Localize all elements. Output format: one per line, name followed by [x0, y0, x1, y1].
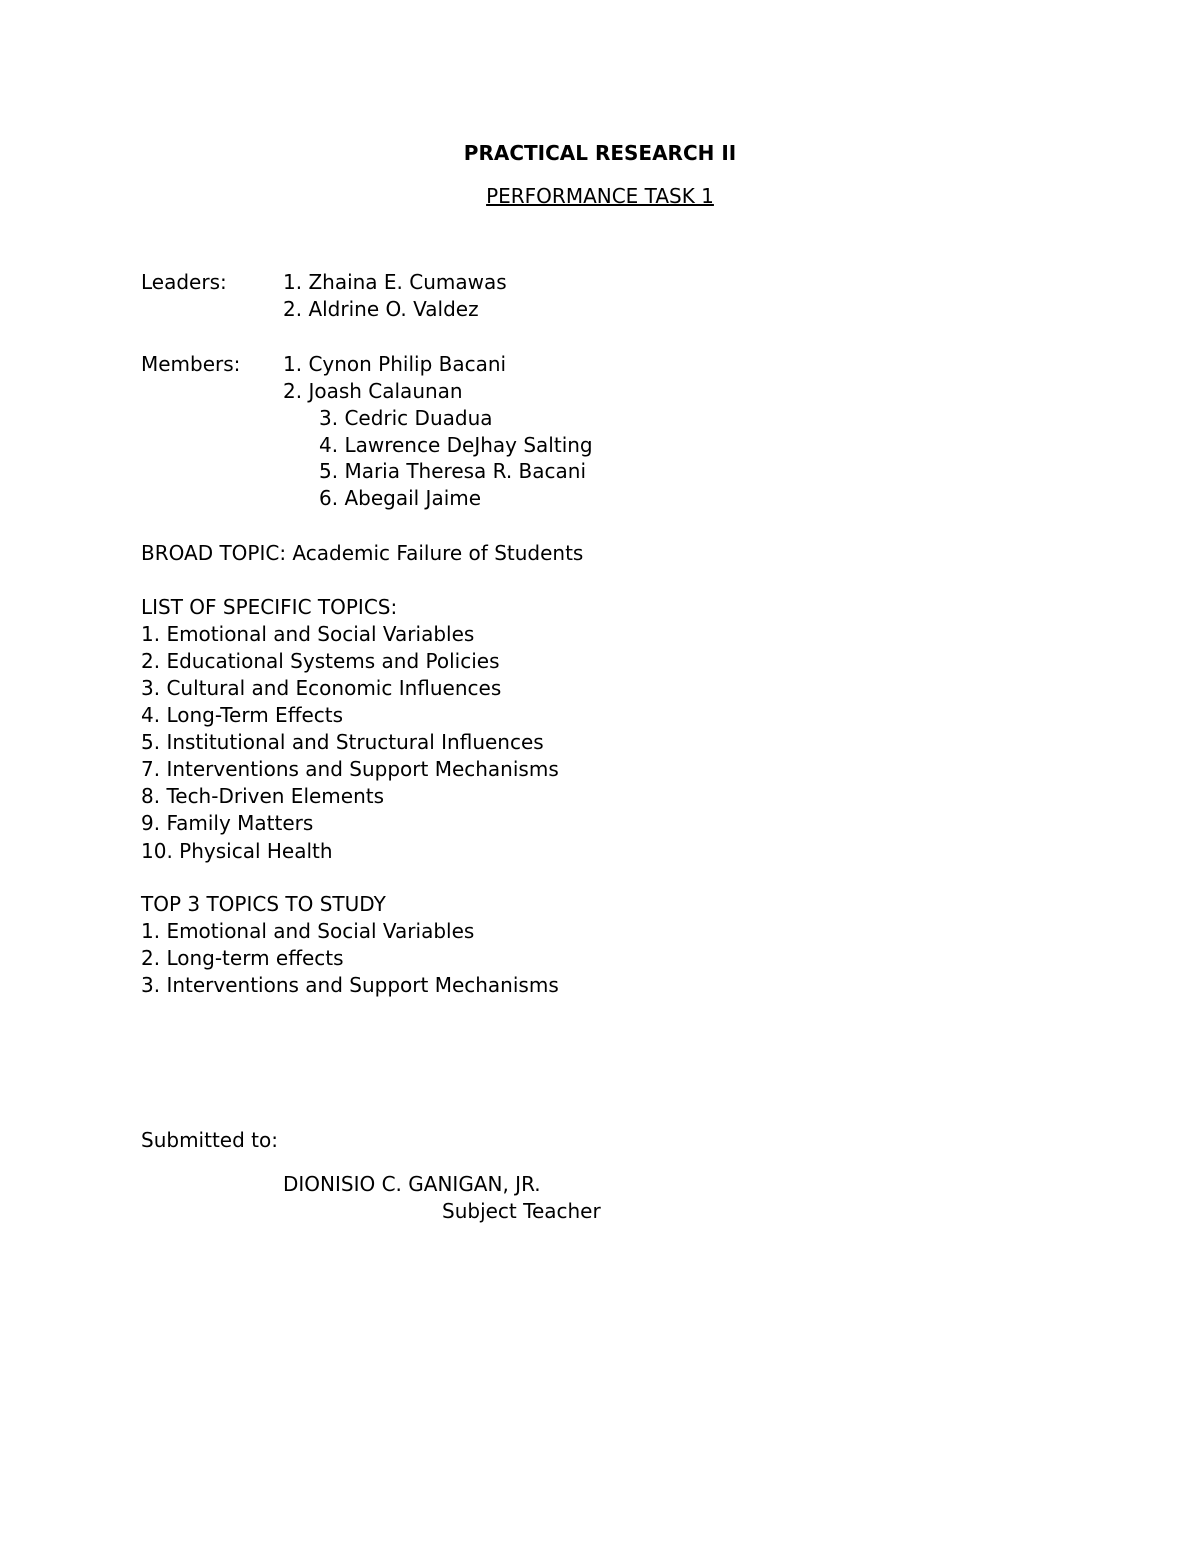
specific-topic-item: 2. Educational Systems and Policies	[141, 649, 500, 673]
specific-topic-item: 10. Physical Health	[141, 839, 333, 863]
member-name: 4. Lawrence DeJhay Salting	[319, 433, 593, 457]
leader-name: 1. Zhaina E. Cumawas	[283, 270, 507, 294]
member-name: 2. Joash Calaunan	[283, 379, 463, 403]
specific-topic-item: 9. Family Matters	[141, 811, 314, 835]
teacher-role: Subject Teacher	[442, 1199, 601, 1223]
member-name: 6. Abegail Jaime	[319, 486, 482, 510]
specific-topic-item: 8. Tech-Driven Elements	[141, 784, 385, 808]
document-title: PRACTICAL RESEARCH II	[463, 141, 737, 165]
top-topics-heading: TOP 3 TOPICS TO STUDY	[141, 892, 386, 916]
specific-topics-heading: LIST OF SPECIFIC TOPICS:	[141, 595, 398, 619]
leaders-label: Leaders:	[141, 270, 227, 294]
members-label: Members:	[141, 352, 241, 376]
member-name: 1. Cynon Philip Bacani	[283, 352, 507, 376]
leader-name: 2. Aldrine O. Valdez	[283, 297, 479, 321]
specific-topic-item: 3. Cultural and Economic Influences	[141, 676, 502, 700]
top-topic-item: 3. Interventions and Support Mechanisms	[141, 973, 559, 997]
teacher-name: DIONISIO C. GANIGAN, JR.	[283, 1172, 541, 1196]
document-subtitle: PERFORMANCE TASK 1	[486, 184, 714, 208]
specific-topic-item: 4. Long-Term Effects	[141, 703, 344, 727]
broad-topic: BROAD TOPIC: Academic Failure of Students	[141, 541, 584, 565]
specific-topic-item: 1. Emotional and Social Variables	[141, 622, 475, 646]
specific-topic-item: 7. Interventions and Support Mechanisms	[141, 757, 559, 781]
top-topic-item: 2. Long-term effects	[141, 946, 344, 970]
submitted-to-label: Submitted to:	[141, 1128, 278, 1152]
member-name: 5. Maria Theresa R. Bacani	[319, 459, 587, 483]
top-topic-item: 1. Emotional and Social Variables	[141, 919, 475, 943]
member-name: 3. Cedric Duadua	[319, 406, 493, 430]
specific-topic-item: 5. Institutional and Structural Influences	[141, 730, 544, 754]
